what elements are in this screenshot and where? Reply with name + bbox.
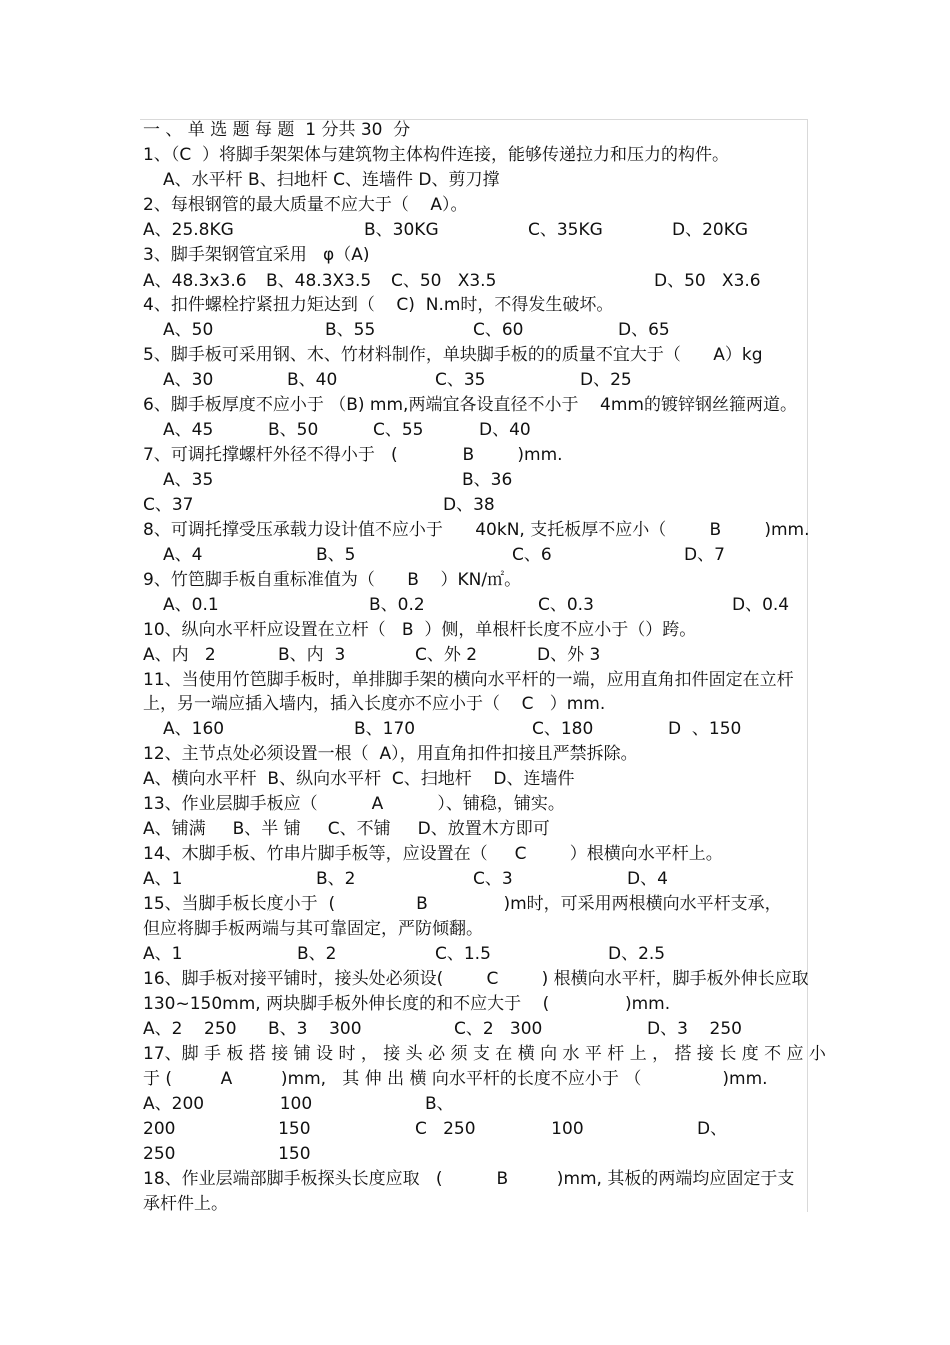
question-17-option-d-values: 250 150	[143, 1144, 311, 1164]
question-2-option-b: B、30KG	[364, 220, 439, 240]
question-4-option-a: A、50	[163, 320, 214, 340]
question-2-option-d: D、20KG	[672, 220, 749, 240]
section-heading: 一 、 单 选 题 每 题 1 分共 30 分	[143, 120, 411, 140]
question-10-option-b: B、内 3	[278, 645, 346, 665]
question-5-option-a: A、30	[163, 370, 214, 390]
question-14: 14、木脚手板、竹串片脚手板等，应设置在（ C ）根横向水平杆上。	[143, 844, 723, 864]
question-7-option-d: D、38	[443, 495, 495, 515]
question-8: 8、可调托撑受压承载力设计值不应小于 40kN, 支托板厚不应小（ B )mm.	[143, 520, 810, 540]
question-8-option-b: B、5	[316, 545, 356, 565]
question-8-option-c: C、6	[512, 545, 552, 565]
question-10-option-c: C、外 2	[415, 645, 478, 665]
question-3-option-c: C、50 X3.5	[391, 271, 497, 291]
question-2: 2、每根钢管的最大质量不应大于（ A）。	[143, 195, 468, 215]
question-8-option-d: D、7	[684, 545, 725, 565]
question-9-option-a: A、0.1	[163, 595, 219, 615]
question-1-options: A、水平杆 B、扫地杆 C、连墙件 D、剪刀撑	[163, 170, 500, 190]
question-3-option-a: A、48.3x3.6	[143, 271, 247, 291]
question-6-option-c: C、55	[373, 420, 424, 440]
question-6-option-b: B、50	[268, 420, 319, 440]
question-6-option-d: D、40	[479, 420, 531, 440]
question-5-option-c: C、35	[435, 370, 486, 390]
question-9-option-d: D、0.4	[732, 595, 790, 615]
question-15: 15、当脚手板长度小于 ( B )m时，可采用两根横向水平杆支承，	[143, 894, 782, 914]
question-18-continued: 承杆件上。	[143, 1194, 228, 1214]
question-11-option-c: C、180	[532, 719, 594, 739]
question-9-option-b: B、0.2	[369, 595, 425, 615]
question-14-option-c: C、3	[473, 869, 513, 889]
question-15-continued: 但应将脚手板两端与其可靠固定，严防倾翻。	[143, 919, 483, 939]
question-2-option-a: A、25.8KG	[143, 220, 234, 240]
question-4-option-c: C、60	[473, 320, 524, 340]
question-10: 10、纵向水平杆应设置在立杆（ B ）侧，单根杆长度不应小于（）跨。	[143, 620, 697, 640]
question-17-continued: 于 ( A )mm, 其 伸 出 横 向水平杆的长度不应小于 （ )mm.	[143, 1069, 768, 1089]
question-17-option-b-label: B、	[425, 1094, 454, 1114]
question-14-option-b: B、2	[316, 869, 356, 889]
question-16-option-d: D、3 250	[647, 1019, 742, 1039]
question-17-option-b-values: 200 150	[143, 1119, 311, 1139]
question-14-option-a: A、1	[143, 869, 183, 889]
question-13: 13、作业层脚手板应（ A ）、铺稳，铺实。	[143, 794, 565, 814]
question-5-option-d: D、25	[580, 370, 632, 390]
question-1: 1、（C ）将脚手架架体与建筑物主体构件连接，能够传递拉力和压力的构件。	[143, 145, 729, 165]
question-16-option-a: A、2 250	[143, 1019, 237, 1039]
question-13-options: A、铺满 B、半 铺 C、不铺 D、放置木方即可	[143, 819, 550, 839]
question-5-option-b: B、40	[287, 370, 338, 390]
question-11-option-d: D 、150	[668, 719, 742, 739]
question-17-option-a: A、200 100	[143, 1094, 313, 1114]
question-16-option-b: B、3 300	[268, 1019, 362, 1039]
question-14-option-d: D、4	[627, 869, 668, 889]
question-7-option-b: B、36	[462, 470, 513, 490]
question-3-option-b: B、48.3X3.5	[266, 271, 372, 291]
question-7-option-c: C、37	[143, 495, 194, 515]
question-11-option-a: A、160	[163, 719, 225, 739]
question-10-option-a: A、内 2	[143, 645, 216, 665]
question-15-option-d: D、2.5	[608, 944, 666, 964]
question-15-option-c: C、1.5	[435, 944, 491, 964]
question-8-option-a: A、4	[163, 545, 203, 565]
question-17-option-d-label: D、	[697, 1119, 728, 1139]
question-16: 16、脚手板对接平铺时，接头处必须设( C ) 根横向水平杆，脚手板外伸长应取	[143, 969, 809, 989]
question-12: 12、主节点处必须设置一根（ A），用直角扣件扣接且严禁拆除。	[143, 744, 638, 764]
question-3: 3、脚手架钢管宜采用 φ（A)	[143, 245, 370, 265]
question-4: 4、扣件螺栓拧紧扭力矩达到（ C) N.m时，不得发生破坏。	[143, 295, 614, 315]
question-7-option-a: A、35	[163, 470, 214, 490]
question-15-option-b: B、2	[297, 944, 337, 964]
question-5: 5、脚手板可采用钢、木、竹材料制作，单块脚手板的的质量不宜大于（ A）kg	[143, 345, 763, 365]
question-18: 18、作业层端部脚手板探头长度应取 ( B )mm, 其板的两端均应固定于支	[143, 1169, 795, 1189]
question-12-options: A、横向水平杆 B、纵向水平杆 C、扫地杆 D、连墙件	[143, 769, 575, 789]
question-6-option-a: A、45	[163, 420, 214, 440]
question-7: 7、可调托撑螺杆外径不得小于 ( B )mm.	[143, 445, 563, 465]
question-15-option-a: A、1	[143, 944, 183, 964]
question-16-continued: 130~150mm, 两块脚手板外伸长度的和不应大于 ( )mm.	[143, 994, 671, 1014]
question-2-option-c: C、35KG	[528, 220, 603, 240]
question-11-option-b: B、170	[354, 719, 416, 739]
question-10-option-d: D、外 3	[537, 645, 601, 665]
question-16-option-c: C、2 300	[454, 1019, 543, 1039]
question-17-option-c: C 250 100	[415, 1119, 584, 1139]
question-3-option-d: D、50 X3.6	[654, 271, 761, 291]
question-17: 17、脚 手 板 搭 接 铺 设 时 ， 接 头 必 须 支 在 横 向 水 平 杆 上 ， 搭 接 长 度 不 应 小	[143, 1044, 826, 1064]
question-6: 6、脚手板厚度不应小于 （B) mm,两端宜各设直径不小于 4mm的镀锌钢丝箍两道。	[143, 395, 797, 415]
question-4-option-b: B、55	[325, 320, 376, 340]
question-9: 9、竹笆脚手板自重标准值为（ B ）KN/㎡。	[143, 570, 522, 590]
question-9-option-c: C、0.3	[538, 595, 594, 615]
question-4-option-d: D、65	[618, 320, 670, 340]
question-11-continued: 上，另一端应插入墙内，插入长度亦不应小于（ C ）mm.	[143, 694, 606, 714]
question-11: 11、当使用竹笆脚手板时，单排脚手架的横向水平杆的一端，应用直角扣件固定在立杆	[143, 670, 794, 690]
